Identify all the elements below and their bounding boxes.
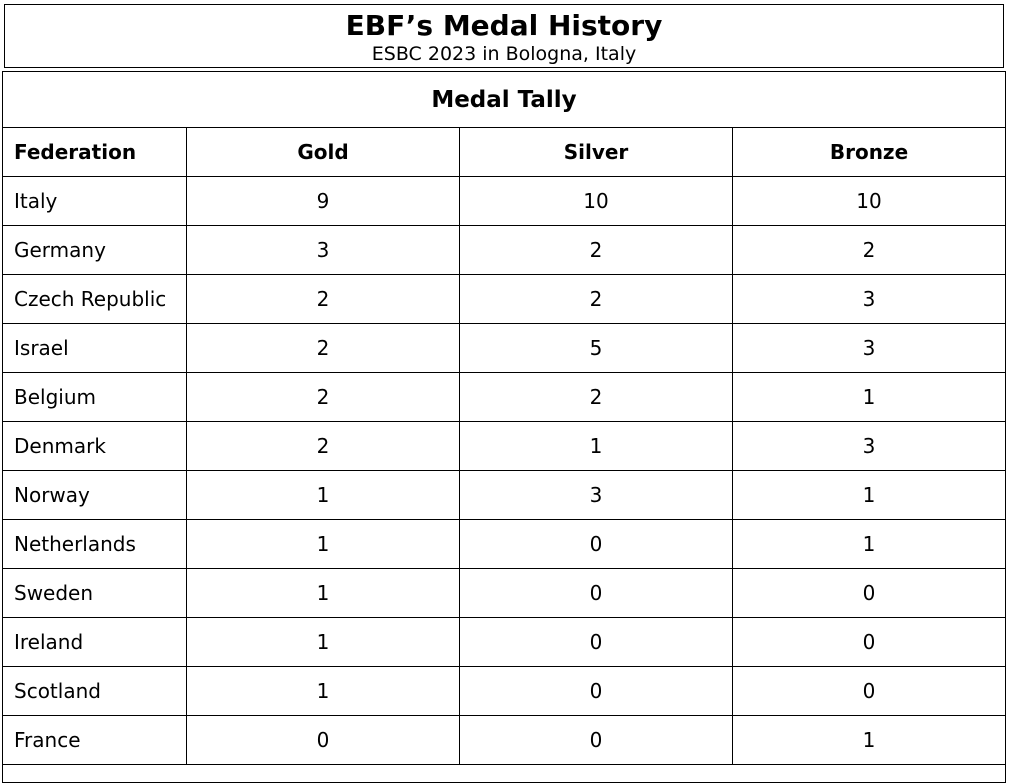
table-row <box>3 471 1006 520</box>
table-row <box>3 275 1006 324</box>
bronze-cell: 0 <box>733 667 1006 716</box>
silver-cell: 0 <box>460 667 733 716</box>
federation-cell: Norway <box>3 471 187 520</box>
bronze-cell: 0 <box>733 618 1006 667</box>
federation-cell: Ireland <box>3 618 187 667</box>
document-header <box>4 4 1004 68</box>
table-row <box>3 177 1006 226</box>
gold-cell: 2 <box>187 324 460 373</box>
federation-cell: Italy <box>3 177 187 226</box>
medal-tally-table <box>2 127 1006 765</box>
silver-cell: 2 <box>460 275 733 324</box>
federation-cell: Israel <box>3 324 187 373</box>
gold-cell: 0 <box>187 716 460 765</box>
gold-cell: 2 <box>187 422 460 471</box>
silver-cell: 10 <box>460 177 733 226</box>
bronze-cell: 3 <box>733 324 1006 373</box>
bronze-cell: 1 <box>733 471 1006 520</box>
table-row <box>3 226 1006 275</box>
column-header-bronze: Bronze <box>733 128 1006 177</box>
federation-cell: Netherlands <box>3 520 187 569</box>
federation-cell: France <box>3 716 187 765</box>
bronze-cell: 10 <box>733 177 1006 226</box>
bronze-cell: 1 <box>733 373 1006 422</box>
bronze-cell: 0 <box>733 569 1006 618</box>
bronze-cell: 3 <box>733 422 1006 471</box>
silver-cell: 0 <box>460 569 733 618</box>
gold-cell: 3 <box>187 226 460 275</box>
silver-cell: 0 <box>460 618 733 667</box>
silver-cell: 0 <box>460 520 733 569</box>
table-row <box>3 569 1006 618</box>
column-header-silver: Silver <box>460 128 733 177</box>
gold-cell: 9 <box>187 177 460 226</box>
table-row <box>3 324 1006 373</box>
gold-cell: 1 <box>187 520 460 569</box>
silver-cell: 0 <box>460 716 733 765</box>
federation-cell: Denmark <box>3 422 187 471</box>
table-row <box>3 422 1006 471</box>
bronze-cell: 2 <box>733 226 1006 275</box>
bronze-cell: 1 <box>733 520 1006 569</box>
silver-cell: 2 <box>460 373 733 422</box>
silver-cell: 1 <box>460 422 733 471</box>
table-row <box>3 618 1006 667</box>
table-row <box>3 373 1006 422</box>
medal-tally-heading: Medal Tally <box>431 87 577 113</box>
page-subtitle: ESBC 2023 in Bologna, Italy <box>371 43 637 65</box>
gold-cell: 1 <box>187 569 460 618</box>
gold-cell: 1 <box>187 618 460 667</box>
bronze-cell: 1 <box>733 716 1006 765</box>
silver-cell: 5 <box>460 324 733 373</box>
bronze-cell: 3 <box>733 275 1006 324</box>
table-row <box>3 716 1006 765</box>
gold-cell: 2 <box>187 275 460 324</box>
table-row <box>3 520 1006 569</box>
page-title: EBF’s Medal History <box>345 9 663 42</box>
silver-cell: 2 <box>460 226 733 275</box>
silver-cell: 3 <box>460 471 733 520</box>
column-header-federation: Federation <box>3 128 187 177</box>
medal-tally-section <box>2 71 1006 783</box>
table-row <box>3 667 1006 716</box>
gold-cell: 1 <box>187 471 460 520</box>
federation-cell: Scotland <box>3 667 187 716</box>
federation-cell: Czech Republic <box>3 275 187 324</box>
column-header-gold: Gold <box>187 128 460 177</box>
table-header-row <box>3 128 1006 177</box>
federation-cell: Germany <box>3 226 187 275</box>
federation-cell: Sweden <box>3 569 187 618</box>
gold-cell: 1 <box>187 667 460 716</box>
federation-cell: Belgium <box>3 373 187 422</box>
gold-cell: 2 <box>187 373 460 422</box>
